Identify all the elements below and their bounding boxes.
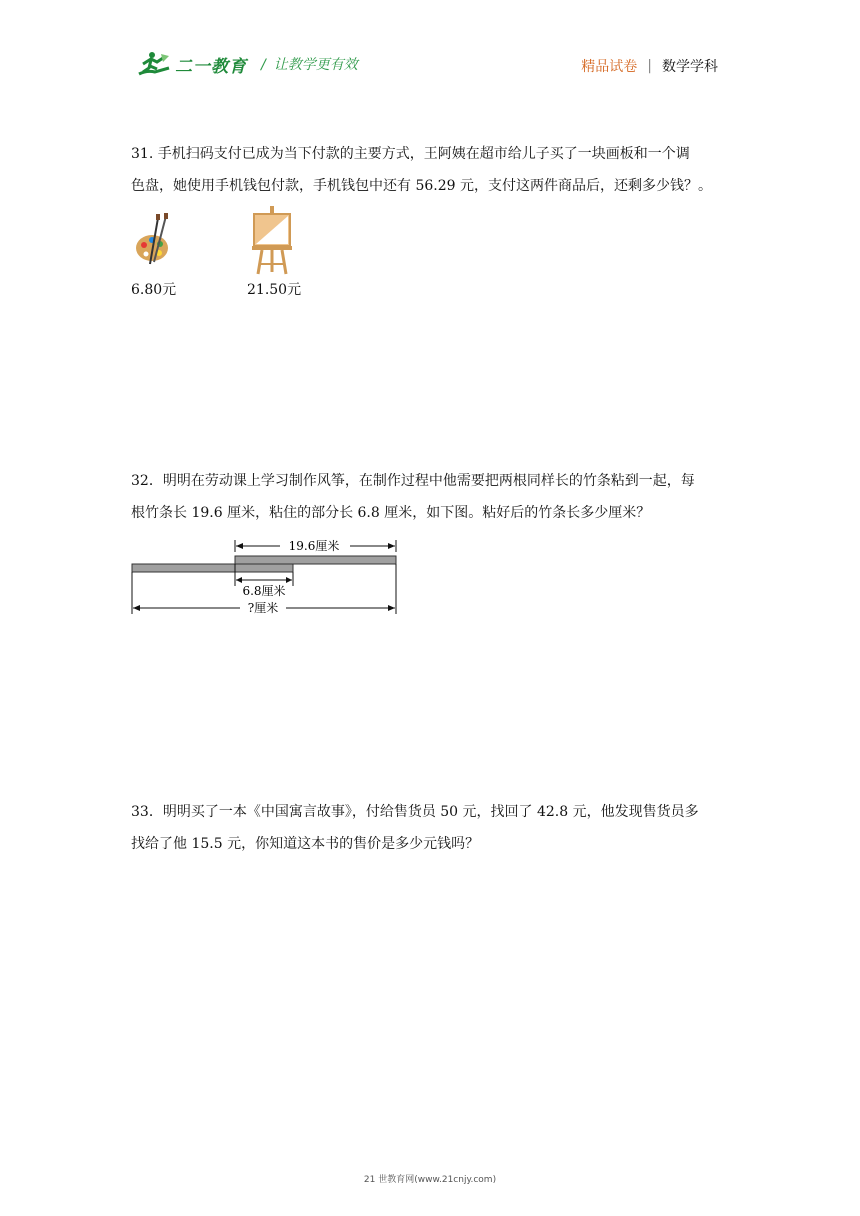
bamboo-strip-upper <box>235 556 396 564</box>
question-text-line: 色盘，她使用手机钱包付款，手机钱包中还有 56.29 元，支付这两件商品后，还剩多少钱？。 <box>131 178 712 194</box>
overlap-length-label: 6.8厘米 <box>242 584 286 598</box>
header-label-premium: 精品试卷 <box>581 59 638 75</box>
bamboo-strip-lower <box>132 564 293 572</box>
page-header <box>0 0 860 90</box>
page-footer: 21 世教育网(www.21cnjy.com) <box>363 1175 497 1185</box>
bamboo-diagram <box>128 536 403 618</box>
question-32 <box>131 465 731 529</box>
slogan: / 让教学更有效 <box>261 57 358 73</box>
question-text-line: 32．明明在劳动课上学习制作风筝，在制作过程中他需要把两根同样长的竹条粘到一起，每 <box>131 473 695 489</box>
question-31 <box>131 138 731 202</box>
question-text-line: 31. 手机扫码支付已成为当下付款的主要方式，王阿姨在超市给儿子买了一块画板和一个调 <box>131 146 690 162</box>
easel-price: 21.50元 <box>247 282 302 298</box>
easel-icon <box>250 206 294 276</box>
top-length-label: 19.6厘米 <box>288 539 340 553</box>
question-33 <box>131 796 731 860</box>
header-right <box>581 56 718 76</box>
logo-text: 二一教育 <box>175 56 247 77</box>
question-text-line: 33．明明买了一本《中国寓言故事》，付给售货员 50 元，找回了 42.8 元，他发现售货员多 <box>131 804 699 820</box>
header-separator: | <box>647 58 652 74</box>
total-length-label: ?厘米 <box>247 601 279 615</box>
logo <box>135 50 358 78</box>
question-text-line: 找给了他 15.5 元，你知道这本书的售价是多少元钱吗？ <box>131 836 480 852</box>
question-text-line: 根竹条长 19.6 厘米，粘住的部分长 6.8 厘米，如下图。粘好后的竹条长多少厘米？ <box>131 505 651 521</box>
palette-price: 6.80元 <box>131 282 177 298</box>
palette-icon <box>132 212 176 270</box>
runner-logo-icon <box>135 50 173 78</box>
header-label-subject: 数学学科 <box>662 59 718 75</box>
